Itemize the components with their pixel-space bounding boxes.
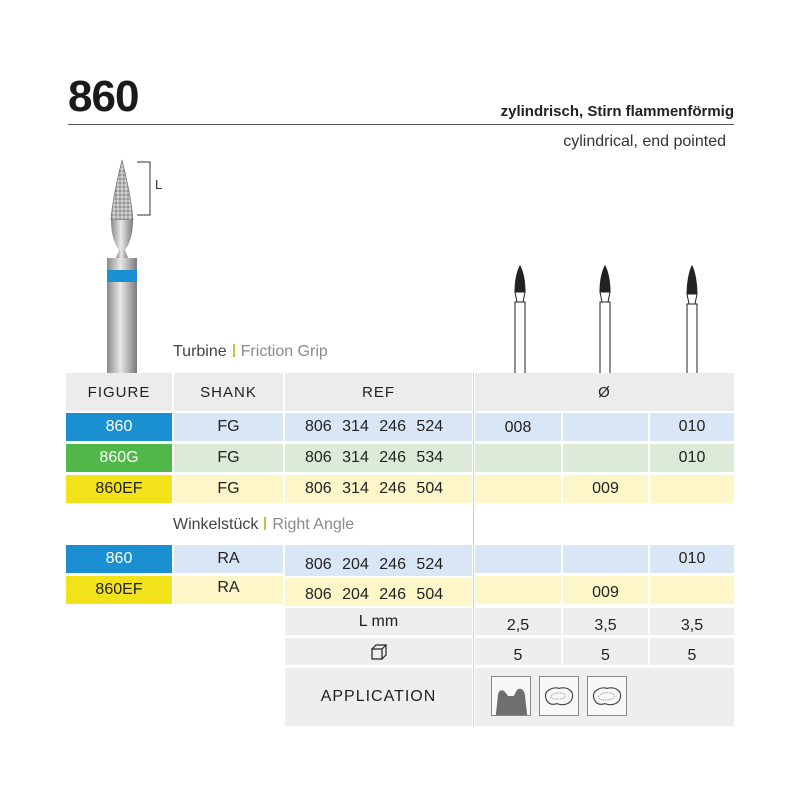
cavity-icon bbox=[539, 676, 579, 716]
bur-size-silhouettes bbox=[500, 262, 720, 374]
header-shank: SHANK bbox=[174, 373, 283, 411]
header-diameter: Ø bbox=[475, 373, 734, 411]
diameter-cell: 008 bbox=[475, 413, 561, 441]
lmm-value: 3,5 bbox=[650, 608, 734, 635]
figure-cell: 860 bbox=[66, 413, 172, 441]
description-english: cylindrical, end pointed bbox=[563, 133, 726, 150]
product-number: 860 bbox=[68, 72, 139, 121]
pack-value: 5 bbox=[650, 638, 734, 665]
section-turbine-de: Turbine bbox=[173, 343, 227, 360]
header-ref: REF bbox=[285, 373, 472, 411]
diameter-cell: 010 bbox=[650, 444, 734, 472]
shank-cell: FG bbox=[174, 444, 283, 472]
diameter-cell bbox=[475, 545, 561, 573]
section-right-angle-en: Right Angle bbox=[272, 516, 355, 533]
diameter-cell: 009 bbox=[563, 475, 648, 503]
pack-value: 5 bbox=[475, 638, 561, 665]
ref-cell: 806 314 246 524 bbox=[285, 413, 472, 441]
pack-value: 5 bbox=[563, 638, 648, 665]
section-separator bbox=[264, 517, 266, 530]
shank-cell: FG bbox=[174, 413, 283, 441]
diameter-cell bbox=[563, 545, 648, 573]
ref-cell: 806 204 246 524 bbox=[285, 545, 472, 576]
header-figure: FIGURE bbox=[66, 373, 172, 411]
header-divider bbox=[68, 124, 734, 125]
ref-cell: 806 204 246 504 bbox=[285, 578, 472, 606]
shank-cell: RA bbox=[174, 576, 283, 604]
diameter-cell bbox=[475, 444, 561, 472]
cavity-icon bbox=[587, 676, 627, 716]
lmm-value: 3,5 bbox=[563, 608, 648, 635]
diameter-cell bbox=[650, 475, 734, 503]
shank-cell: RA bbox=[174, 545, 283, 573]
box-icon bbox=[370, 643, 388, 661]
diameter-cell: 010 bbox=[650, 545, 734, 573]
description-german: zylindrisch, Stirn flammenförmig bbox=[500, 103, 734, 120]
application-label: APPLICATION bbox=[285, 668, 472, 726]
shank-cell: FG bbox=[174, 475, 283, 503]
diameter-cell bbox=[563, 444, 648, 472]
figure-cell: 860EF bbox=[66, 576, 172, 604]
tooth-icon bbox=[491, 676, 531, 716]
bur-silhouette-2 bbox=[600, 266, 610, 374]
section-turbine-en: Friction Grip bbox=[240, 343, 328, 360]
lmm-label: L mm bbox=[285, 608, 472, 635]
figure-cell: 860 bbox=[66, 545, 172, 573]
diameter-cell: 009 bbox=[563, 576, 648, 604]
diameter-cell bbox=[650, 576, 734, 604]
lmm-value: 2,5 bbox=[475, 608, 561, 635]
section-right-angle-de: Winkelstück bbox=[173, 516, 259, 533]
ref-cell: 806 314 246 504 bbox=[285, 475, 472, 503]
bur-silhouette-3 bbox=[687, 266, 697, 374]
length-marker: L bbox=[155, 177, 163, 192]
ref-cell: 806 314 246 534 bbox=[285, 444, 472, 472]
diameter-cell bbox=[563, 413, 648, 441]
diameter-cell bbox=[475, 475, 561, 503]
bur-silhouette-1 bbox=[515, 266, 525, 374]
section-separator bbox=[233, 344, 235, 357]
section-turbine bbox=[173, 343, 328, 361]
diameter-cell: 010 bbox=[650, 413, 734, 441]
diameter-cell bbox=[475, 576, 561, 604]
figure-cell: 860EF bbox=[66, 475, 172, 503]
bur-illustration bbox=[95, 150, 185, 375]
pack-label bbox=[285, 638, 472, 665]
column-divider bbox=[473, 373, 474, 726]
figure-cell: 860G bbox=[66, 444, 172, 472]
section-right-angle bbox=[173, 516, 354, 534]
